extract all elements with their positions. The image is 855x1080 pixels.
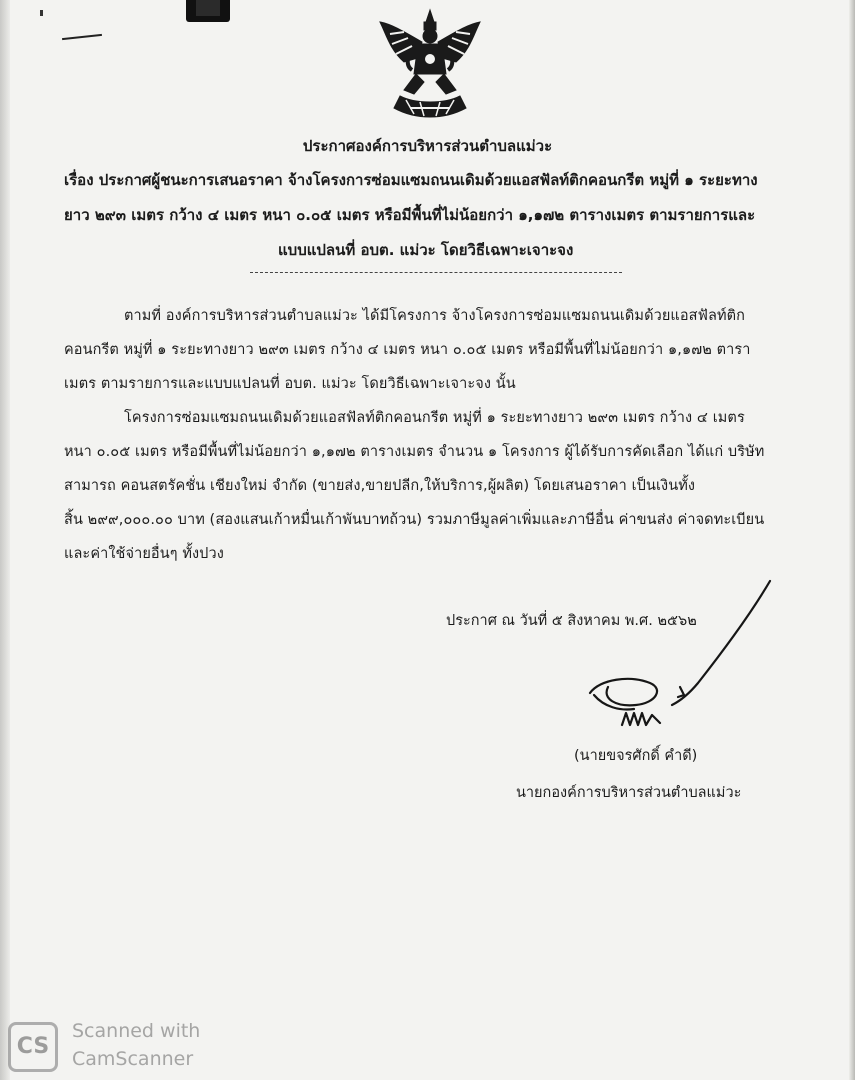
signer-name: (นายขจรศักดิ์ คำดี) — [574, 748, 698, 764]
paragraph-1-line-1: ตามที่ องค์การบริหารส่วนตำบลแม่วะ ได้มีโครงการ จ้างโครงการซ่อมแซมถนนเดิมด้วยแอสฟัลท์ติก — [124, 308, 746, 324]
paragraph-2-line-5: และค่าใช้จ่ายอื่นๆ ทั้งปวง — [64, 546, 224, 562]
camscanner-watermark — [8, 1018, 238, 1078]
corner-mark — [40, 10, 43, 16]
paragraph-1-line-2: คอนกรีต หมู่ที่ ๑ ระยะทางยาว ๒๙๓ เมตร กว้าง ๔ เมตร หนา ๐.๐๕ เมตร หรือมีพื้นที่ไม่น้อยกว่า ๑,๑๗๒ ตารา — [64, 342, 751, 358]
subject-line-1: เรื่อง ประกาศผู้ชนะการเสนอราคา จ้างโครงการซ่อมแซมถนนเดิมด้วยแอสฟัลท์ติกคอนกรีต หมู่ที่ ๑ ระยะทาง — [64, 171, 758, 189]
paragraph-2-line-3: สามารถ คอนสตรัคชั่น เชียงใหม่ จำกัด (ขายส่ง,ขายปลีก,ให้บริการ,ผู้ผลิต) โดยเสนอราคา เป็นเงินทั้ง — [64, 478, 696, 494]
signer-position: นายกองค์การบริหารส่วนตำบลแม่วะ — [516, 785, 742, 801]
page-edge-right — [849, 0, 855, 1080]
watermark-line-1: Scanned with — [72, 1020, 201, 1042]
page-edge-left — [0, 0, 10, 1080]
pen-stroke-mark — [62, 34, 102, 40]
binder-clip-mark — [186, 0, 230, 22]
subject-line-2: ยาว ๒๙๓ เมตร กว้าง ๔ เมตร หนา ๐.๐๕ เมตร หรือมีพื้นที่ไม่น้อยกว่า ๑,๑๗๒ ตารางเมตร ตามรายการและ — [64, 206, 756, 224]
handwritten-signature — [560, 575, 800, 745]
paragraph-2-line-1: โครงการซ่อมแซมถนนเดิมด้วยแอสฟัลท์ติกคอนกรีต หมู่ที่ ๑ ระยะทางยาว ๒๙๓ เมตร กว้าง ๔ เมตร — [124, 410, 745, 426]
paragraph-1-line-3: เมตร ตามรายการและแบบแปลนที่ อบต. แม่วะ โดยวิธีเฉพาะเจาะจง นั้น — [64, 376, 516, 392]
subject-line-3: แบบแปลนที่ อบต. แม่วะ โดยวิธีเฉพาะเจาะจง — [278, 241, 574, 259]
camscanner-logo-icon: CS — [8, 1022, 58, 1072]
paragraph-2-line-4: สิ้น ๒๙๙,๐๐๐.๐๐ บาท (สองแสนเก้าหมื่นเก้าพันบาทถ้วน) รวมภาษีมูลค่าเพิ่มและภาษีอื่น ค่าขนส่ง ค่าจดทะเบียน — [64, 512, 765, 528]
watermark-line-2: CamScanner — [72, 1048, 194, 1070]
paragraph-2-line-2: หนา ๐.๐๕ เมตร หรือมีพื้นที่ไม่น้อยกว่า ๑,๑๗๒ ตารางเมตร จำนวน ๑ โครงการ ผู้ได้รับการคัดเลือก ได้แก่ บริษัท — [64, 444, 765, 460]
announcement-date: ประกาศ ณ วันที่ ๕ สิงหาคม พ.ศ. ๒๕๖๒ — [446, 613, 697, 629]
announcement-header: ประกาศองค์การบริหารส่วนตำบลแม่วะ — [302, 137, 553, 155]
garuda-emblem-icon — [370, 4, 490, 124]
separator-rule — [250, 272, 622, 273]
